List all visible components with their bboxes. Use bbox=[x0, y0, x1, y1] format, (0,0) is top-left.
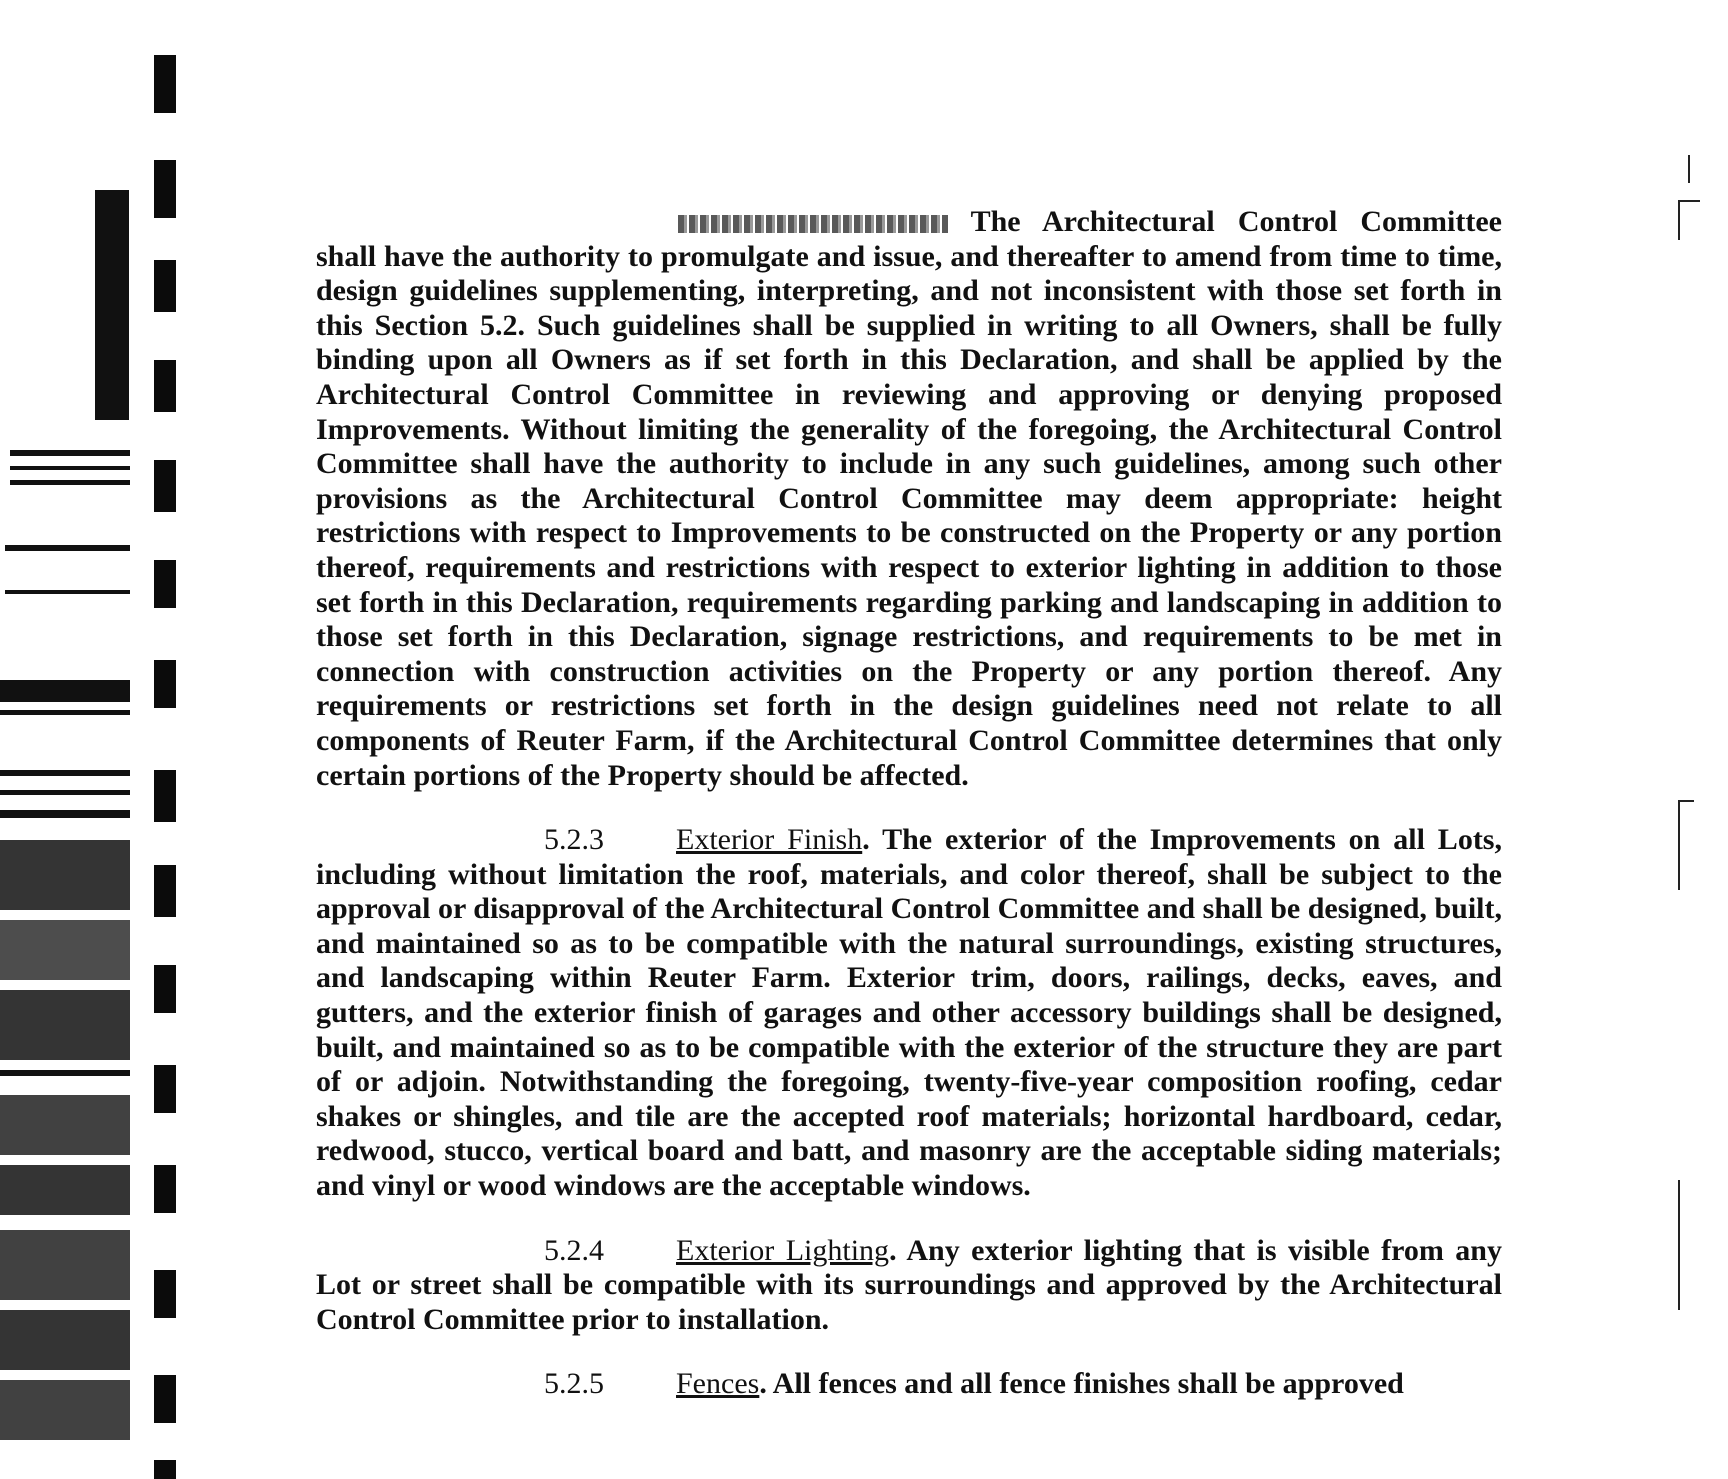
section-text: Any exterior lighting that is visible from any Lot or street shall be compatible with its surroundings and approved by the Architectural Control Committee prior to installation. bbox=[316, 1233, 1502, 1336]
scan-edge-artifact bbox=[0, 150, 140, 1479]
section-title: Exterior Lighting bbox=[676, 1233, 890, 1267]
paragraph-text: The Architectural Control Committee shall have the authority to promulgate and issue, and thereafter to amend from time to time, design guidelines supplementing, interpreting, and not inconsistent with those set forth in this Section 5.2. Such guidelines shall be supplied in writing to all Owners, shall be fully binding upon all Owners as if set forth in this Declaration, and shall be applied by the Architectural Control Committee in reviewing and approving or denying proposed Improvements. Without limiting the generality of the foregoing, the Architectural Control Committee shall have the authority to include in any such guidelines, among such other provisions as the Architectural Control Committee may deem appropriate: height restrictions with respect to Improvements to be constructed on the Property or any portion thereof, requirements and restrictions with respect to exterior lighting in addition to those set forth in this Declaration, requirements regarding parking and landscaping in addition to those set forth in this Declaration, signage restrictions, and requirements to be met in connection with construction activities on the Property or any portion thereof. Any requirements or restrictions set forth in the design guidelines need not relate to all components of Reuter Farm, if the Architectural Control Committee determines that only certain portions of the Property should be affected. bbox=[316, 205, 1502, 792]
binder-punch-marks bbox=[150, 0, 180, 1479]
section-5-2-3: 5.2.3 Exterior Finish. The exterior of the Improvements on all Lots, including without limitation the roof, materials, and color thereof, shall be subject to the approval or disapproval of the Architectural Control Committee and shall be designed, built, and maintained so as to be compatible with the natural surroundings, existing structures, and landscaping within Reuter Farm. Exterior trim, doors, railings, decks, eaves, and gutters, and the exterior finish of garages and other accessory buildings shall be designed, built, and maintained so as to be compatible with the exterior of the structure they are part of or adjoin. Notwithstanding the foregoing, twenty-five-year composition roofing, cedar shakes or shingles, and tile are the accepted roof materials; horizontal hardboard, cedar, redwood, stucco, vertical board and batt, and masonry are the acceptable siding materials; and vinyl or wood windows are the acceptable windows. bbox=[316, 823, 1502, 1203]
section-title: Fences bbox=[676, 1367, 760, 1401]
section-text: The exterior of the Improvements on all Lots, including without limitation the roof, materials, and color thereof, shall be subject to the approval or disapproval of the Architectural Control Committee and shall be designed, built, and maintained so as to be compatible with the natural surroundings, existing structures, and landscaping within Reuter Farm. Exterior trim, doors, railings, decks, eaves, and gutters, and the exterior finish of garages and other accessory buildings shall be designed, built, and maintained so as to be compatible with the exterior of the structure they are part of or adjoin. Notwithstanding the foregoing, twenty-five-year composition roofing, cedar shakes or shingles, and tile are the accepted roof materials; horizontal hardboard, cedar, redwood, stucco, vertical board and batt, and masonry are the acceptable siding materials; and vinyl or wood windows are the acceptable windows. bbox=[316, 823, 1502, 1203]
design-guidelines-paragraph bbox=[316, 205, 1502, 793]
scan-right-edge-marks bbox=[1668, 0, 1728, 1479]
illegible-heading-fragment bbox=[678, 215, 948, 233]
section-number: 5.2.3 bbox=[544, 823, 604, 857]
section-5-2-5: 5.2.5 Fences. All fences and all fence finishes shall be approved bbox=[544, 1367, 1404, 1401]
section-text: All fences and all fence finishes shall be approved bbox=[772, 1367, 1404, 1401]
section-number: 5.2.4 bbox=[544, 1233, 604, 1267]
section-title: Exterior Finish bbox=[676, 823, 863, 857]
section-5-2-4: 5.2.4 Exterior Lighting. Any exterior lighting that is visible from any Lot or street shall be compatible with its surroundings and approved by the Architectural Control Committee prior to installation. bbox=[316, 1233, 1502, 1336]
document-body bbox=[316, 205, 1502, 1432]
section-number: 5.2.5 bbox=[544, 1367, 604, 1401]
